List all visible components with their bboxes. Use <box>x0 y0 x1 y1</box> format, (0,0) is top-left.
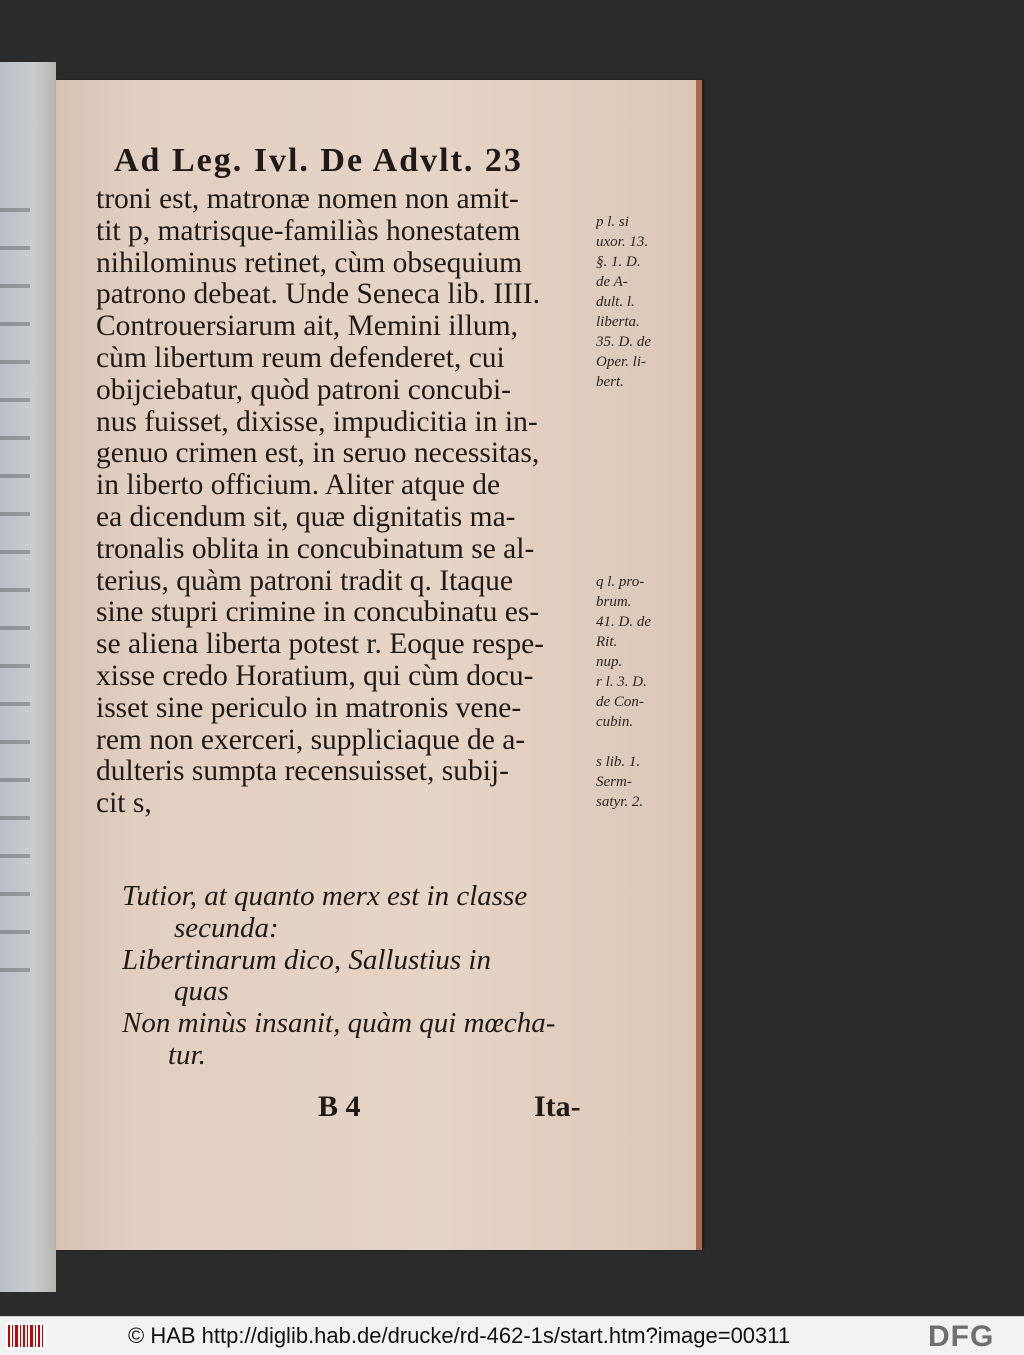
text-line: nihilominus retinet, cùm obsequium <box>96 247 523 279</box>
running-head: Ad Leg. Ivl. De Advlt. 23 <box>114 142 523 179</box>
verse-line: Libertinarum dico, Sallustius in <box>122 943 491 976</box>
marginal-notes <box>596 212 686 812</box>
text-line: genuo crimen est, in seruo necessitas, <box>96 438 540 470</box>
text-line: obijciebatur, quòd patroni concubi- <box>96 374 511 406</box>
marginal-note: Rit. <box>596 634 618 650</box>
text-line: isset sine periculo in matronis vene- <box>96 692 522 724</box>
verse-line: Tutior, at quanto merx est in classe <box>122 880 528 912</box>
marginal-note: liberta. <box>596 314 640 330</box>
marginal-note: dult. l. <box>596 294 635 310</box>
verse-line: tur. <box>168 1038 206 1071</box>
text-line: se aliena liberta potest r. Eoque respe- <box>96 629 545 661</box>
text-line: nus fuisset, dixisse, impudicitia in in- <box>96 406 538 438</box>
marginal-note <box>596 552 686 572</box>
text-line: sine stupri crimine in concubinatu es- <box>96 597 540 629</box>
marginal-note: §. 1. D. <box>596 254 641 270</box>
marginal-note <box>596 732 686 752</box>
text-line: cùm libertum reum defenderet, cui <box>96 342 505 374</box>
marginal-note: Oper. li- <box>596 354 646 370</box>
dfg-logo: DFG <box>928 1320 995 1353</box>
adjacent-page-edge <box>0 62 56 1292</box>
verse-line: Non minùs insanit, quàm qui mœcha- <box>122 1007 556 1039</box>
marginal-note: s lib. 1. <box>596 754 641 770</box>
text-line: cit s, <box>96 788 152 820</box>
marginal-note <box>596 492 686 512</box>
marginal-note: uxor. 13. <box>596 234 649 250</box>
text-line: xisse credo Horatium, qui cùm docu- <box>96 660 534 692</box>
catchword: Ita- <box>534 1090 581 1123</box>
marginal-note <box>596 532 686 552</box>
marginal-note: 41. D. de <box>596 614 651 630</box>
marginal-note: brum. <box>596 594 632 610</box>
marginal-note <box>596 432 686 452</box>
verse-quotation <box>122 880 612 1071</box>
marginal-note <box>596 392 686 412</box>
signature-mark: B 4 <box>318 1090 361 1123</box>
text-line: troni est, matronæ nomen non amit- <box>96 184 519 215</box>
marginal-note <box>596 512 686 532</box>
text-line: tit p, matrisque-familiàs honestatem <box>96 215 521 247</box>
text-line: ea dicendum sit, quæ dignitatis ma- <box>96 501 516 533</box>
text-line: Controuersiarum ait, Memini illum, <box>96 311 518 343</box>
text-line: in liberto officium. Aliter atque de <box>96 470 501 502</box>
marginal-note: nup. <box>596 654 623 670</box>
copyright-link[interactable]: © HAB http://diglib.hab.de/drucke/rd-462-1s/start.htm?image=00311 <box>128 1323 791 1348</box>
marginal-note: q l. pro- <box>596 574 645 590</box>
marginal-note: r l. 3. D. <box>596 674 647 690</box>
text-line: dulteris sumpta recensuisset, subij- <box>96 756 509 788</box>
viewer-footer <box>0 1316 1024 1355</box>
text-line: rem non exerceri, suppliciaque de a- <box>96 724 526 756</box>
text-line: tronalis oblita in concubinatum se al- <box>96 533 535 565</box>
text-line: patrono debeat. Unde Seneca lib. IIII. <box>96 279 540 311</box>
marginal-note: de Con- <box>596 694 644 710</box>
body-text <box>96 184 616 820</box>
verse-line: quas <box>174 975 229 1008</box>
marginal-note <box>596 452 686 472</box>
text-line: terius, quàm patroni tradit q. Itaque <box>96 565 513 597</box>
marginal-note: Serm- <box>596 774 632 790</box>
marginal-note: p l. si <box>596 214 629 230</box>
marginal-note: de A- <box>596 274 628 290</box>
marginal-note: 35. D. de <box>596 334 651 350</box>
marginal-note: cubin. <box>596 714 634 730</box>
marginal-note: bert. <box>596 374 624 390</box>
marginal-note: satyr. 2. <box>596 794 644 810</box>
marginal-note <box>596 472 686 492</box>
book-page <box>56 80 702 1250</box>
verse-line: secunda: <box>174 911 279 944</box>
barcode-icon <box>6 1323 46 1349</box>
marginal-note <box>596 412 686 432</box>
